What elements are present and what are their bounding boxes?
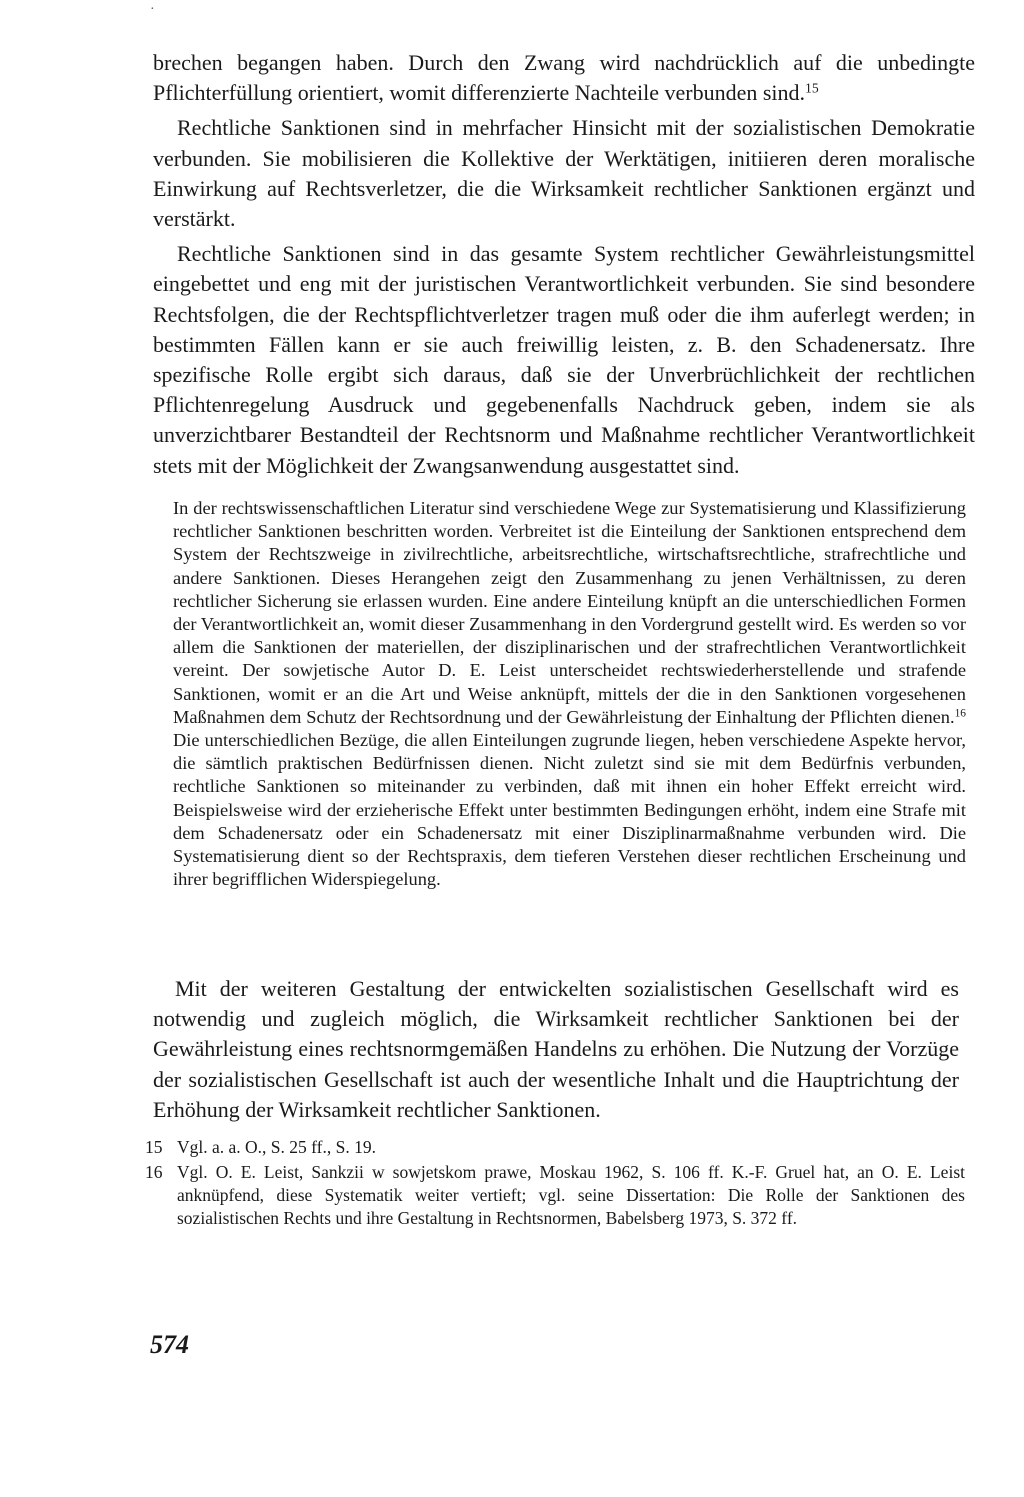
footnote-text: Vgl. a. a. O., S. 25 ff., S. 19. bbox=[177, 1137, 376, 1157]
scan-mark: · bbox=[150, 2, 155, 17]
footnote-16 bbox=[145, 1161, 965, 1230]
paragraph-1-text: brechen begangen haben. Durch den Zwang wird nachdrücklich auf die unbedingte Pflichterfüllung orientiert, womit differenzierte Nachteile verbunden sind. bbox=[153, 50, 975, 106]
closing-text bbox=[153, 974, 959, 1125]
excursus-text-2: Die unterschiedlichen Bezüge, die allen Einteilungen zugrunde liegen, heben verschiedene Aspekte hervor, die sämtlich praktischen Bedürfnissen dienen. Nicht zuletzt sind sie mit dem Bedürfnis verbunden, rechtliche Sanktionen so miteinander zu verbinden, daß mit ihnen ein hoher Effekt erreicht wird. Beispielsweise wird der erzieherische Effekt unter bestimmten Bedingungen erhöht, indem eine Strafe mit dem Schadenersatz oder ein Schadenersatz mit einer Disziplinarmaßnahme verbunden wird. Die Systematisierung dient so der Rechtspraxis, dem tieferen Verstehen dieser rechtlichen Erscheinung und ihrer begrifflichen Widerspiegelung. bbox=[173, 730, 966, 890]
footnote-ref-15: 15 bbox=[805, 80, 819, 96]
footnote-ref-16: 16 bbox=[954, 707, 966, 720]
paragraph-1 bbox=[153, 48, 975, 108]
footnote-number: 15 bbox=[145, 1137, 163, 1157]
excursus-paragraph bbox=[173, 497, 966, 891]
main-text bbox=[153, 48, 975, 486]
closing-paragraph: Mit der weiteren Gestaltung der entwickelten sozialistischen Gesellschaft wird es notwendig und zugleich möglich, die Wirksamkeit rechtlicher Sanktionen bei der Gewährleistung eines rechtsnormgemäßen Handelns zu erhöhen. Die Nutzung der Vorzüge der sozialistischen Gesellschaft ist auch der wesentliche Inhalt und die Hauptrichtung der Erhöhung der Wirksamkeit rechtlicher Sanktionen. bbox=[153, 976, 959, 1122]
excursus-text-1: In der rechtswissenschaftlichen Literatur sind verschiedene Wege zur Systematisierung und Klassifizierung rechtlicher Sanktionen beschritten worden. Verbreitet ist die Einteilung der Sanktionen entsprechend dem System der Rechtszweige in zivilrechtliche, arbeitsrechtliche, wirtschaftsrechtliche, strafrechtliche und andere Sanktionen. Dieses Herangehen zeigt den Zusammenhang zu jenen Verhältnissen, zu deren rechtlicher Sicherung sie erlassen wurden. Eine andere Einteilung knüpft an die unterschiedlichen Formen der Verantwortlichkeit an, womit dieser Zusammenhang in den Vordergrund gestellt wird. Es werden so vor allem die Sanktionen der materiellen, der disziplinarischen und der strafrechtlichen Verantwortlichkeit vereint. Der sowjetische Autor D. E. Leist unterscheidet rechtswiederherstellende und strafende Sanktionen, womit er an die Art und Weise anknüpft, mittels der die in den Sanktionen vorgesehenen Maßnahmen dem Schutz der Rechtsordnung und der Gewährleistung der Einhaltung der Pflichten dienen. bbox=[173, 498, 966, 727]
paragraph-2: Rechtliche Sanktionen sind in mehrfacher Hinsicht mit der sozialistischen Demokratie verbunden. Sie mobilisieren die Kollektive der Werktätigen, initiieren deren moralische Einwirkung auf Rechtsverletzer, die die Wirksamkeit rechtlicher Sanktionen ergänzt und verstärkt. bbox=[153, 115, 975, 232]
excursus-block bbox=[173, 497, 966, 891]
paragraph-3: Rechtliche Sanktionen sind in das gesamte System rechtlicher Gewährleistungsmittel eingebettet und eng mit der juristischen Verantwortlichkeit verbunden. Sie sind besondere Rechtsfolgen, die der Rechtspflichtverletzer tragen muß oder die ihm auferlegt werden; in bestimmten Fällen kann er sie auch freiwillig leisten, z. B. den Schadenersatz. Ihre spezifische Rolle ergibt sich daraus, daß sie der Unverbrüchlichkeit der rechtlichen Pflichtenregelung Ausdruck und gegebenenfalls Nachdruck geben, indem sie als unverzichtbarer Bestandteil der Rechtsnorm und Maßnahme rechtlicher Verantwortlichkeit stets mit der Möglichkeit der Zwangsanwendung ausgestattet sind. bbox=[153, 241, 975, 478]
footnote-15 bbox=[145, 1136, 965, 1159]
footnote-text: Vgl. O. E. Leist, Sankzii w sowjetskom prawe, Moskau 1962, S. 106 ff. K.-F. Gruel hat, an O. E. Leist anknüpfend, diese Systematik weiter vertieft; vgl. seine Dissertation: Die Rolle der Sanktionen des sozialistischen Rechts und ihre Gestaltung in Rechtsnormen, Babelsberg 1973, S. 372 ff. bbox=[177, 1162, 965, 1228]
page-number: 574 bbox=[150, 1330, 189, 1359]
footnote-number: 16 bbox=[145, 1162, 163, 1182]
footnotes bbox=[145, 1136, 965, 1232]
